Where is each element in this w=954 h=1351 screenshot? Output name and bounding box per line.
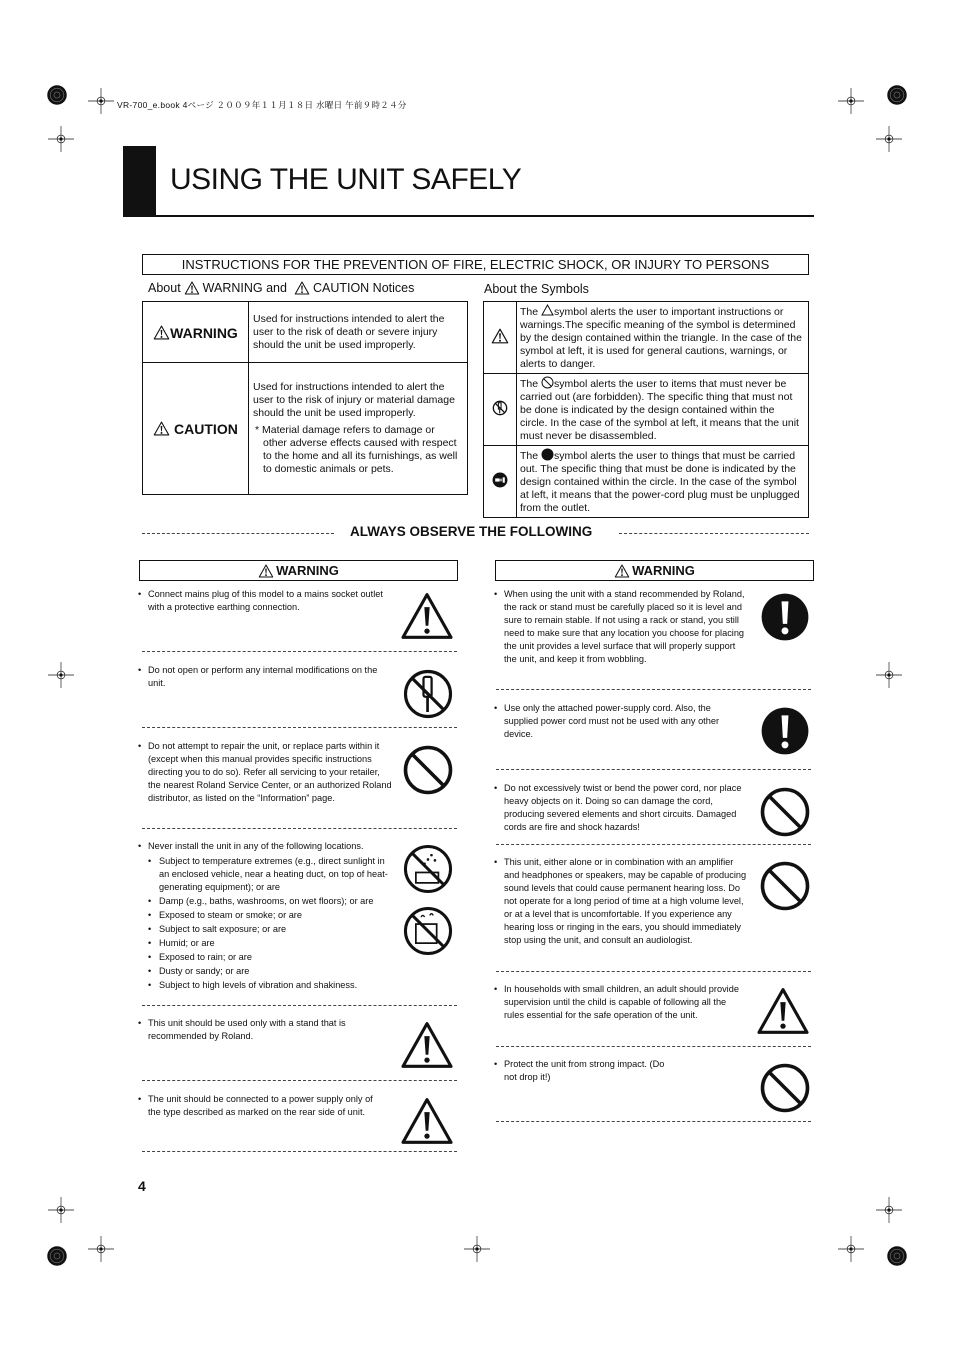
divider <box>496 971 811 972</box>
crosshair-mark <box>838 1236 864 1262</box>
location-item: • Dusty or sandy; or are <box>148 965 393 978</box>
prohibited-icon <box>758 785 812 839</box>
crosshair-mark <box>48 126 74 152</box>
registration-mark <box>42 1241 72 1271</box>
caution-note: * Material damage refers to damage or other adverse effects caused with respect to the home and all its furnishings, as well to domestic animals or pets. <box>255 424 458 475</box>
bullet: • <box>138 665 142 675</box>
about-symbols-heading: About the Symbols <box>484 282 589 296</box>
prohibited-icon <box>758 1061 812 1115</box>
bullet: • <box>138 1094 142 1104</box>
warning-triangle-icon <box>258 564 274 578</box>
caution-triangle-icon <box>400 592 454 640</box>
item-text: In households with small children, an adult should provide supervision until the child is capable of following all the rules essential for the safe operation of the unit. <box>504 984 739 1020</box>
notice-table <box>142 301 468 495</box>
caution-triangle-icon <box>756 987 810 1035</box>
crosshair-mark <box>876 126 902 152</box>
the-label: The <box>520 378 539 390</box>
symbol-cell <box>484 374 517 446</box>
no-disassembly-icon <box>492 400 508 416</box>
prohibited-icon <box>401 743 455 797</box>
item-text: Use only the attached power-supply cord. Also, the supplied power cord must not be used with any other device. <box>504 703 720 739</box>
symbols-table <box>483 301 809 518</box>
no-water-icon <box>402 843 454 895</box>
item-text: This unit should be used only with a stand that is recommended by Roland. <box>148 1018 346 1041</box>
symbol-cell <box>484 446 517 518</box>
page-number: 4 <box>138 1178 146 1194</box>
crosshair-mark <box>876 662 902 688</box>
locations-list <box>148 855 393 992</box>
symbol-text: symbol alerts the user to things that must be carried out. The specific thing that must be done is indicated by the design contained within the circle. In the case of the symbol at left, it means that the power-cord plug must be unplugged from the outlet. <box>520 450 800 514</box>
about-notices-heading <box>148 281 414 295</box>
bullet: • <box>138 741 142 751</box>
crosshair-mark <box>464 1236 490 1262</box>
item-intro: Never install the unit in any of the following locations. <box>148 841 364 851</box>
triangle-icon <box>541 304 554 316</box>
bullet: • <box>138 589 142 599</box>
item-text: Protect the unit from strong impact. (Do not drop it!) <box>504 1059 665 1082</box>
location-item: • Exposed to rain; or are <box>148 951 393 964</box>
bullet: • <box>494 703 498 713</box>
location-item: • Subject to temperature extremes (e.g., direct sunlight in an enclosed vehicle, near a heating duct, on top of heat-generating equipment); or are <box>148 855 393 894</box>
crosshair-mark <box>88 88 114 114</box>
prohibited-icon <box>758 859 812 913</box>
bullet: • <box>494 1059 498 1069</box>
crosshair-mark <box>876 1197 902 1223</box>
prohibited-icon <box>541 376 554 389</box>
caution-triangle-icon <box>400 1097 454 1145</box>
warning-and-label: WARNING and <box>202 281 287 295</box>
crosshair-mark <box>48 662 74 688</box>
mandatory-icon <box>541 448 554 461</box>
caution-cell <box>143 363 249 495</box>
warning-label: WARNING <box>276 563 339 578</box>
warning-triangle-icon <box>184 281 200 295</box>
warning-triangle-icon <box>614 564 630 578</box>
warning-box <box>139 560 458 581</box>
item-text: This unit, either alone or in combination with an amplifier and headphones or speakers, may be capable of producing sound levels that could cause permanent hearing loss. Do not operate for a long period of time at a high volume level, or at a level that is uncomfortable. If you experience any hearing loss or ringing in the ears, you should immediately stop using the unit, and consult an audiologist. <box>504 857 747 945</box>
caution-notices-label: CAUTION Notices <box>312 281 415 295</box>
item-text: Connect mains plug of this model to a mains socket outlet with a protective earthing connection. <box>148 589 383 612</box>
symbol-description <box>517 374 809 446</box>
item-text: Do not attempt to repair the unit, or replace parts within it (except when this manual provides specific instructions directing you to do so). Refer all servicing to your retailer, the nearest Roland Service Center, or an authorized Roland distributor, as listed on the “Information” page. <box>148 741 392 803</box>
about-label: About <box>148 281 181 295</box>
symbol-cell <box>484 302 517 374</box>
crosshair-mark <box>48 1197 74 1223</box>
caution-triangle-icon <box>153 421 170 436</box>
divider <box>619 533 809 534</box>
divider <box>496 1121 811 1122</box>
symbol-description <box>517 302 809 374</box>
location-item: • Exposed to steam or smoke; or are <box>148 909 393 922</box>
divider <box>142 1151 457 1152</box>
warning-box <box>495 560 814 581</box>
bullet: • <box>138 1018 142 1028</box>
item-text: When using the unit with a stand recommended by Roland, the rack or stand must be carefully placed so it is level and sure to remain stable. If not using a rack or stand, you still need to make sure that any location you choose for placing the unit provides a level surface that will properly support the unit, and keep it from wobbling. <box>504 589 745 664</box>
divider <box>496 689 811 690</box>
caution-desc-text: Used for instructions intended to alert the user to the risk of injury or material damage should the unit be used improperly. <box>253 381 455 419</box>
the-label: The <box>520 450 539 462</box>
file-header: VR-700_e.book 4ページ ２００９年１１月１８日 水曜日 午前９時２４分 <box>117 100 407 110</box>
caution-triangle-icon <box>294 281 310 295</box>
warning-label: WARNING <box>632 563 695 578</box>
caution-triangle-icon <box>400 1021 454 1069</box>
item-text: The unit should be connected to a power supply only of the type described as marked on the rear side of unit. <box>148 1094 373 1117</box>
divider <box>142 1080 457 1081</box>
no-wet-hands-icon <box>402 905 454 957</box>
registration-mark <box>882 1241 912 1271</box>
divider <box>142 727 457 728</box>
title-underline <box>123 215 814 217</box>
divider <box>142 1005 457 1006</box>
crosshair-mark <box>88 1236 114 1262</box>
bullet: • <box>494 783 498 793</box>
item-text: Do not excessively twist or bend the power cord, nor place heavy objects on it. Doing so can damage the cord, producing severed elements and short circuits. Damaged cords are fire and shock hazards! <box>504 783 742 832</box>
title-bar <box>123 146 156 217</box>
divider <box>496 769 811 770</box>
item-text: Do not open or perform any internal modifications on the unit. <box>148 665 378 688</box>
warning-cell <box>143 302 249 363</box>
no-disassembly-icon <box>401 667 455 721</box>
symbol-text: symbol alerts the user to important instructions or warnings.The specific meaning of the symbol is determined by the design contained within the triangle. In the case of the symbol at left, it is used for general cautions, warnings, or alerts to danger. <box>520 306 802 370</box>
divider <box>142 533 334 534</box>
bullet: • <box>494 984 498 994</box>
always-observe-heading: ALWAYS OBSERVE THE FOLLOWING <box>350 524 593 539</box>
bullet: • <box>494 589 498 599</box>
divider <box>142 651 457 652</box>
symbol-text: symbol alerts the user to items that must never be carried out (are forbidden). The specific thing that must not be done is indicated by the design contained within the circle. In the case of the symbol at left, it means that the unit must never be disassembled. <box>520 378 799 442</box>
location-item: • Damp (e.g., baths, washrooms, on wet floors); or are <box>148 895 393 908</box>
divider <box>142 828 457 829</box>
page-title: USING THE UNIT SAFELY <box>170 163 522 196</box>
unplug-icon <box>492 472 508 488</box>
location-item: • Subject to high levels of vibration and shakiness. <box>148 979 393 992</box>
the-label: The <box>520 306 539 318</box>
location-item: • Humid; or are <box>148 937 393 950</box>
registration-mark <box>882 80 912 110</box>
bullet: • <box>138 841 142 851</box>
item-text <box>148 840 393 992</box>
mandatory-icon <box>759 705 811 757</box>
warning-description: Used for instructions intended to alert the user to the risk of death or severe injury should the unit be used improperly. <box>249 302 468 363</box>
caution-description <box>249 363 468 495</box>
registration-mark <box>42 80 72 110</box>
crosshair-mark <box>838 88 864 114</box>
divider <box>496 844 811 845</box>
warning-label: WARNING <box>170 324 238 341</box>
mandatory-icon <box>759 591 811 643</box>
warning-triangle-icon <box>153 325 170 340</box>
location-item: • Subject to salt exposure; or are <box>148 923 393 936</box>
caution-triangle-icon <box>491 328 509 344</box>
caution-label: CAUTION <box>174 421 238 437</box>
symbol-description <box>517 446 809 518</box>
bullet: • <box>494 857 498 867</box>
instructions-heading: INSTRUCTIONS FOR THE PREVENTION OF FIRE, ELECTRIC SHOCK, OR INJURY TO PERSONS <box>142 254 809 275</box>
divider <box>496 1046 811 1047</box>
